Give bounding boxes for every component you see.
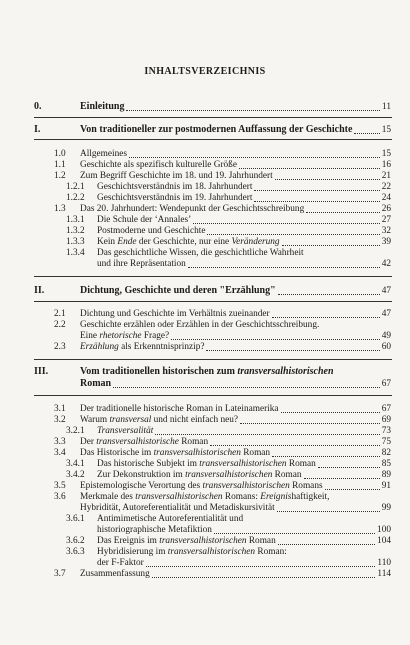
toc-title: Geschichtsverständnis im 19. Jahrhundert — [97, 193, 253, 203]
toc-title: Zusammenfassung — [80, 569, 150, 579]
toc-title: Geschichte erzählen oder Erzählen in der Geschichtsschreibung. — [80, 320, 320, 330]
toc-title: Geschichte als spezifisch kulturelle Größe — [80, 160, 237, 170]
toc-number: 3.6.3 — [66, 547, 85, 557]
toc-page-number: 91 — [381, 481, 391, 491]
toc-page-number: 60 — [381, 342, 391, 352]
toc-page-number: 26 — [381, 204, 391, 214]
toc-title: der F-Faktor — [97, 558, 144, 568]
toc-number: 2.1 — [54, 309, 66, 319]
toc-title: Eine rhetorische Frage? — [80, 331, 170, 341]
section-separator — [34, 276, 392, 277]
section-separator — [34, 117, 392, 118]
toc-number: 1.3.1 — [66, 215, 85, 225]
toc-title: Erzählung als Erkenntnisprinzip? — [80, 342, 205, 352]
toc-title: Epistemologische Verortung des transversalhistorischen Romans — [80, 481, 323, 491]
toc-page-number: 32 — [381, 226, 391, 236]
toc-title: Warum transversal und nicht einfach neu? — [80, 415, 239, 425]
toc-title: Transversalität — [97, 426, 154, 436]
toc-number: 3.4.1 — [66, 459, 85, 469]
toc-number: 1.3.3 — [66, 237, 85, 247]
toc-number: 3.1 — [54, 404, 66, 414]
toc-title: Merkmale des transversalhistorischen Romans: Ereignishaftigkeit, — [80, 492, 330, 502]
toc-number: 2.2 — [54, 320, 66, 330]
toc-number: 3.4.2 — [66, 470, 85, 480]
toc-page-number: 110 — [377, 558, 391, 568]
toc-number: 3.3 — [54, 437, 66, 447]
toc-page-number: 114 — [377, 569, 391, 579]
toc-title: Der transversalhistorische Roman — [80, 437, 209, 447]
section-separator — [34, 139, 392, 140]
toc-title: Zum Begriff Geschichte im 18. und 19. Jahrhundert — [80, 171, 273, 181]
toc-title: Hybridisierung im transversalhistorischen Roman: — [97, 547, 287, 557]
toc-page-number: 24 — [381, 193, 391, 203]
toc-title: Einleitung — [80, 101, 125, 112]
toc-number: 3.4 — [54, 448, 66, 458]
toc-title: Das geschichtliche Wissen, die geschichtliche Wahrheit — [97, 248, 304, 258]
toc-number: 0. — [34, 101, 42, 112]
toc-title: Das historische Subjekt im transversalhistorischen Roman — [97, 459, 316, 469]
section-separator — [34, 301, 392, 302]
toc-number: 3.5 — [54, 481, 66, 491]
toc-page-number: 75 — [381, 437, 391, 447]
toc-page-number: 73 — [381, 426, 391, 436]
toc-page-number: 67 — [381, 404, 391, 414]
toc-number: 1.2.2 — [66, 193, 85, 203]
toc-page-number: 16 — [381, 160, 391, 170]
toc-title: Zur Dekonstruktion im transversalhistorischen Roman — [97, 470, 302, 480]
toc-title: Roman — [80, 378, 112, 389]
toc-title: Allgemeines — [80, 149, 127, 159]
toc-page-number: 11 — [382, 102, 391, 112]
toc-title: Dichtung, Geschichte und deren "Erzählung" — [80, 285, 276, 296]
toc-title: Von traditioneller zur postmodernen Auffassung der Geschichte — [80, 124, 353, 135]
toc-page-number: 49 — [381, 331, 391, 341]
toc-page-number: 100 — [377, 525, 391, 535]
toc-page-number: 69 — [381, 415, 391, 425]
toc-page-number: 15 — [381, 125, 391, 135]
toc-title: Dichtung und Geschichte im Verhältnis zueinander — [80, 309, 270, 319]
toc-title: und ihre Repräsentation — [97, 259, 186, 269]
toc-number: 3.6.1 — [66, 514, 85, 524]
toc-page-number: 21 — [381, 171, 391, 181]
toc-number: 1.0 — [54, 149, 66, 159]
toc-page-number: 104 — [377, 536, 391, 546]
toc-number: 2.3 — [54, 342, 66, 352]
toc-title: Hybridität, Autoreferentialität und Metadiskursivität — [80, 503, 275, 513]
toc-title: Kein Ende der Geschichte, nur eine Veränderung — [97, 237, 280, 247]
toc-title: Postmoderne und Geschichte — [97, 226, 206, 236]
toc-title: Vom traditionellen historischen zum transversalhistorischen — [80, 366, 334, 377]
section-separator — [34, 359, 392, 360]
toc-title: Das 20. Jahrhundert: Wendepunkt der Geschichtsschreibung — [80, 204, 305, 214]
toc-page-number: 99 — [381, 503, 391, 513]
toc-page-number: 15 — [381, 149, 391, 159]
toc-title: Die Schule der ‘Annales’ — [97, 215, 192, 225]
toc-number: 3.6 — [54, 492, 66, 502]
toc-number: 3.2 — [54, 415, 66, 425]
toc-title: Geschichtsverständnis im 18. Jahrhundert — [97, 182, 253, 192]
toc-page-number: 82 — [381, 448, 391, 458]
toc-number: 1.3.2 — [66, 226, 85, 236]
toc-number: 1.3 — [54, 204, 66, 214]
toc-page-number: 27 — [381, 215, 391, 225]
toc-title: Antimimetische Autoreferentialität und — [97, 514, 244, 524]
page-title: INHALTSVERZEICHNIS — [144, 66, 266, 77]
toc-page-number: 47 — [381, 309, 391, 319]
section-separator — [34, 395, 392, 396]
toc-title: historiographische Metafiktion — [97, 525, 212, 535]
toc-number: 1.2 — [54, 171, 66, 181]
toc-page-number: 47 — [381, 286, 391, 296]
toc-number: I. — [34, 124, 41, 135]
toc-title: Das Ereignis im transversalhistorischen Roman — [97, 536, 276, 546]
toc-number: III. — [34, 366, 49, 377]
toc-number: 1.2.1 — [66, 182, 85, 192]
toc-page-number: 67 — [381, 379, 391, 389]
toc-page-number: 89 — [381, 470, 391, 480]
toc-number: 1.3.4 — [66, 248, 85, 258]
toc-page-number: 39 — [381, 237, 391, 247]
toc-number: 1.1 — [54, 160, 66, 170]
toc-number: 3.6.2 — [66, 536, 85, 546]
toc-page-number: 85 — [381, 459, 391, 469]
toc-title: Der traditionelle historische Roman in Lateinamerika — [80, 404, 279, 414]
toc-number: 3.7 — [54, 569, 66, 579]
toc-number: 3.2.1 — [66, 426, 85, 436]
toc-page-number: 42 — [381, 259, 391, 269]
toc-title: Das Historische im transversalhistorischen Roman — [80, 448, 271, 458]
toc-number: II. — [34, 285, 45, 296]
toc-page-number: 22 — [381, 182, 391, 192]
